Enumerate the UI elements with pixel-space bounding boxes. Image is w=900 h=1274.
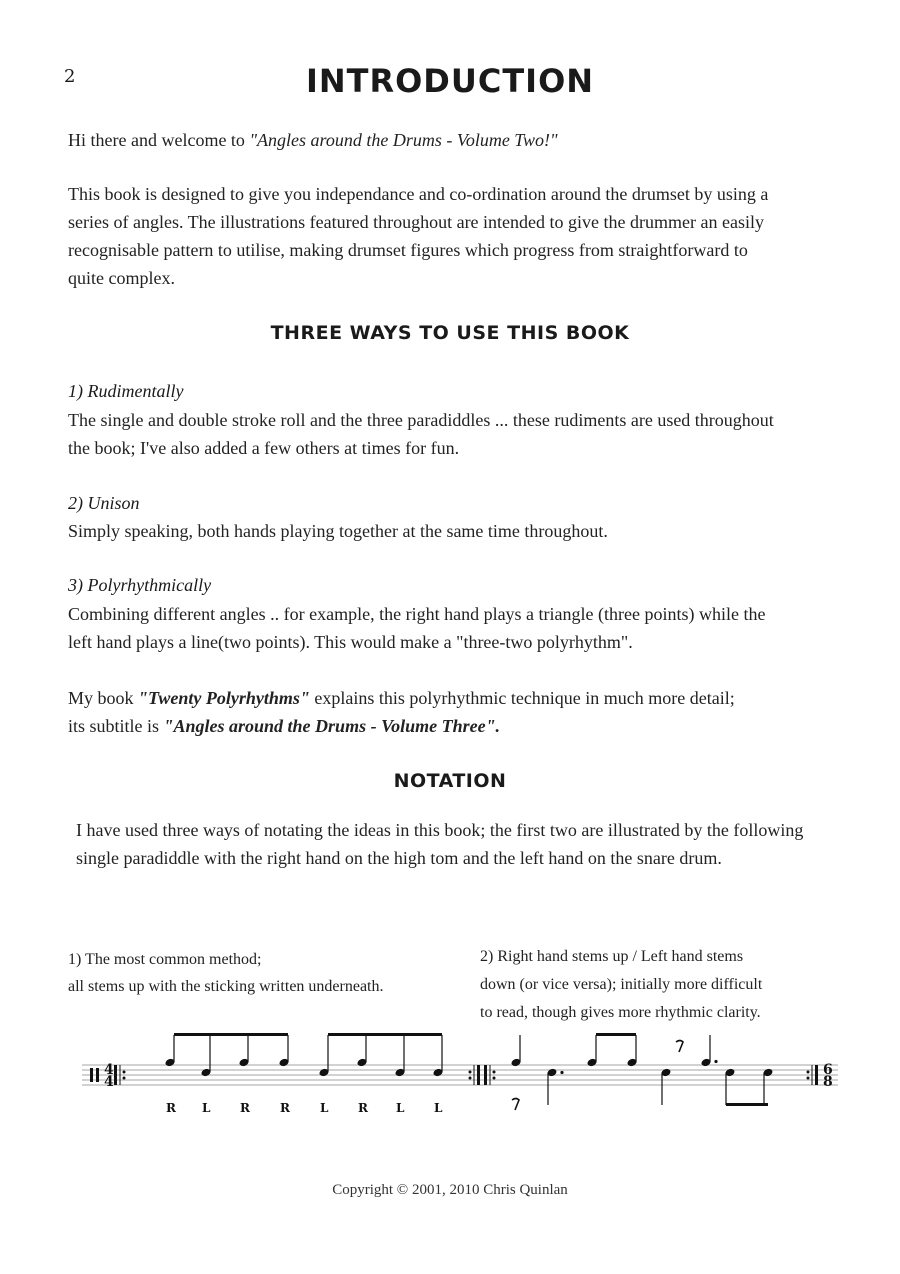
- page-number: 2: [64, 66, 76, 87]
- greeting-text: Hi there and welcome to: [68, 130, 250, 150]
- book-ref-text-3: its subtitle is: [68, 716, 164, 736]
- method-2-line-3: to read, though gives more rhythmic clarity.: [480, 1004, 761, 1021]
- way-label-3: 3) Polyrhythmically: [68, 575, 212, 595]
- eighth-rest: [676, 1041, 683, 1053]
- sticking-letter: L: [320, 1101, 329, 1115]
- greeting-book-title: "Angles around the Drums - Volume Two!": [249, 130, 558, 150]
- measure-2: [511, 1033, 774, 1110]
- way-text-2: Simply speaking, both hands playing together at the same time throughout.: [68, 521, 608, 541]
- book-reference: [68, 684, 828, 740]
- note-dot: [714, 1060, 717, 1063]
- page-title: INTRODUCTION: [305, 62, 595, 100]
- time-sig-bottom: 4: [104, 1074, 114, 1090]
- way-label-1: 1) Rudimentally: [68, 381, 184, 401]
- method-2-caption: [480, 943, 762, 1027]
- book-ref-text: My book: [68, 688, 139, 708]
- eighth-rest: [512, 1099, 519, 1111]
- method-2-line-1: 2) Right hand stems up / Left hand stems: [480, 948, 744, 965]
- method-1-line-2: all stems up with the sticking written underneath.: [68, 978, 384, 995]
- way-text-3: Combining different angles .. for example, the right hand plays a triangle (three points) while the left hand plays a line(two points). This would make a "three-two polyrhythm".: [68, 604, 766, 652]
- sticking-letter: L: [396, 1101, 405, 1115]
- note-beam: [596, 1033, 636, 1036]
- measure-1: [165, 1033, 444, 1077]
- staff: [82, 1065, 838, 1085]
- method-2-line-2: down (or vice versa); initially more difficult: [480, 976, 763, 993]
- note-beam: [726, 1103, 768, 1106]
- notation-paragraph: I have used three ways of notating the ideas in this book; the first two are illustrated by the following single paradiddle with the right hand on the high tom and the left hand on the snare drum.: [76, 820, 804, 868]
- note-dot: [560, 1071, 563, 1074]
- section-heading-notation: NOTATION: [393, 770, 507, 792]
- notation-example: [0, 1020, 900, 1120]
- sticking-row: [166, 1101, 443, 1115]
- book-ref-title: "Twenty Polyrhythms": [138, 688, 310, 708]
- time-sig-end-bottom: 8: [823, 1074, 833, 1090]
- time-sig-top: 4: [104, 1062, 114, 1078]
- section-heading-ways: THREE WAYS TO USE THIS BOOK: [270, 322, 630, 344]
- method-1-caption: [68, 946, 384, 1000]
- way-label-2: 2) Unison: [68, 493, 140, 513]
- book-ref-text-2: explains this polyrhythmic technique in much more detail;: [309, 688, 735, 708]
- note-beam: [174, 1033, 288, 1036]
- sticking-letter: L: [202, 1101, 211, 1115]
- sticking-letter: R: [166, 1101, 176, 1115]
- copyright-footer: Copyright © 2001, 2010 Chris Quinlan: [332, 1182, 568, 1198]
- method-1-line-1: 1) The most common method;: [68, 951, 262, 968]
- sticking-letter: L: [434, 1101, 443, 1115]
- sticking-letter: R: [240, 1101, 250, 1115]
- sticking-letter: R: [358, 1101, 368, 1115]
- intro-paragraph: This book is designed to give you independance and co-ordination around the drumset by using a series of angles. The illustrations featured throughout are intended to give the drummer an easily recognisable pattern to utilise, making drumset figures which progress from straightforward to quite complex.: [68, 184, 769, 288]
- note-beam: [328, 1033, 442, 1036]
- time-sig-end-top: 6: [823, 1062, 833, 1078]
- way-text-1: The single and double stroke roll and the three paradiddles ... these rudiments are used throughout the book; I've also added a few others at times for fun.: [68, 410, 774, 458]
- greeting: [68, 126, 828, 154]
- book-ref-subtitle: "Angles around the Drums - Volume Three".: [163, 716, 501, 736]
- sticking-letter: R: [280, 1101, 290, 1115]
